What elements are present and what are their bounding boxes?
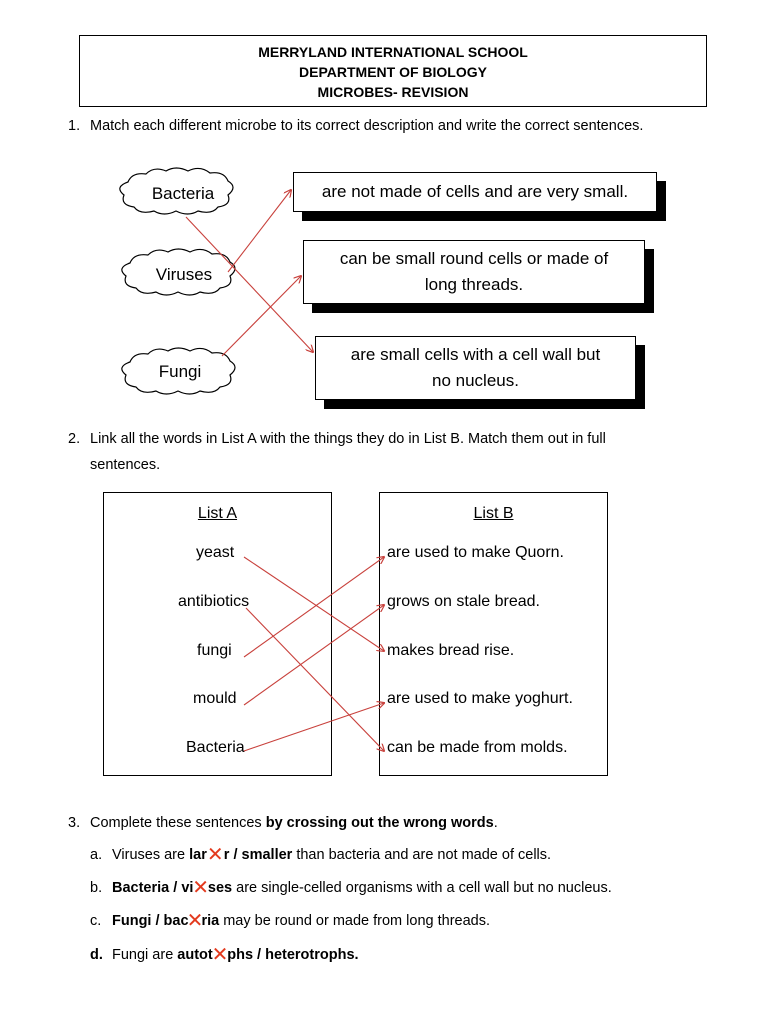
question-text: Match each different microbe to its correct description and write the correct sentences. — [90, 118, 644, 134]
list-a-item-antibiotics: antibiotics — [178, 593, 250, 610]
sentence-body — [112, 910, 490, 932]
question-number: 1. — [68, 118, 81, 134]
arrow-antibiotics-to-molds — [246, 608, 384, 751]
sentence-letter: c. — [90, 913, 102, 929]
question-text-line2: sentences. — [90, 457, 161, 473]
sentence-text: are single-celled organisms with a cell wall but no nucleus. — [232, 880, 612, 896]
word-fragment: ses — [207, 880, 233, 896]
sentence-text: may be round or made from long threads. — [219, 913, 490, 929]
crossed-word-mark — [211, 944, 229, 966]
sentence-body — [112, 844, 552, 866]
description-line: no nucleus. — [432, 371, 519, 390]
department-name: DEPARTMENT OF BIOLOGY — [299, 64, 487, 80]
question-text-plain: Complete these sentences — [90, 815, 266, 831]
arrow-yeast-to-bread-rise — [244, 557, 384, 651]
word-fragment: phs / heterotrophs. — [227, 947, 359, 963]
sentence-text: Viruses are — [112, 847, 190, 863]
question-number: 3. — [68, 815, 81, 831]
word-fragment: Bacteria / vi — [112, 880, 194, 896]
question-text-end: . — [493, 815, 498, 831]
arrow-fungi-to-quorn — [244, 557, 384, 657]
word-fragment: lar — [189, 847, 207, 863]
arrow-fungi-to-desc2 — [222, 276, 301, 356]
cross-icon: ✕ — [186, 910, 204, 932]
list-a-title: List A — [197, 505, 238, 522]
sentence-letter: b. — [90, 880, 103, 896]
school-name: MERRYLAND INTERNATIONAL SCHOOL — [258, 44, 528, 60]
sentence-body — [112, 877, 612, 899]
description-line: long threads. — [424, 275, 524, 294]
sentence-body — [112, 944, 359, 966]
sentence-text: Fungi are — [112, 947, 178, 963]
question-number: 2. — [68, 431, 81, 447]
word-fragment: r — [223, 847, 230, 863]
sentence-text: than bacteria and are not made of cells. — [292, 847, 552, 863]
crossed-word-mark — [206, 844, 224, 866]
list-b-item-molds: can be made from molds. — [387, 739, 568, 756]
word-fragment: autot — [177, 947, 213, 963]
list-b-item-quorn: are used to make Quorn. — [387, 544, 564, 561]
cross-icon: ✕ — [192, 877, 210, 899]
list-b-item-stale-bread: grows on stale bread. — [387, 593, 540, 610]
correct-word: / smaller — [229, 847, 293, 863]
arrow-viruses-to-desc1 — [228, 190, 291, 272]
list-a-item-fungi: fungi — [197, 642, 232, 659]
list-a-item-mould: mould — [193, 690, 237, 707]
cross-icon: ✕ — [211, 944, 229, 966]
question-text-line1: Link all the words in List A with the things they do in List B. Match them out in full — [90, 431, 606, 447]
list-a-item-yeast: yeast — [196, 544, 235, 561]
arrow-bacteria-to-yoghurt — [244, 703, 384, 751]
worksheet-topic: MICROBES- REVISION — [317, 84, 469, 100]
word-fragment: ria — [201, 913, 220, 929]
microbe-viruses: Viruses — [155, 265, 213, 284]
description-line: are not made of cells and are very small. — [321, 182, 629, 201]
description-line: can be small round cells or made of — [339, 249, 609, 268]
word-fragment: Fungi / bac — [112, 913, 189, 929]
list-a-item-bacteria: Bacteria — [186, 739, 245, 756]
sentence-letter: d. — [90, 947, 103, 963]
sentence-letter: a. — [90, 847, 103, 863]
microbe-bacteria: Bacteria — [151, 184, 215, 203]
description-line: are small cells with a cell wall but — [350, 345, 601, 364]
cross-icon: ✕ — [206, 844, 224, 866]
question-text-bold: by crossing out the wrong words — [265, 815, 494, 831]
microbe-fungi: Fungi — [158, 362, 202, 381]
arrow-mould-to-stale-bread — [244, 605, 384, 705]
crossed-word-mark — [186, 910, 204, 932]
list-b-item-bread-rise: makes bread rise. — [387, 642, 515, 659]
list-b-item-yoghurt: are used to make yoghurt. — [387, 690, 573, 707]
question-text — [90, 810, 498, 836]
arrow-bacteria-to-desc3 — [186, 217, 313, 352]
crossed-word-mark — [192, 877, 210, 899]
list-b-title: List B — [473, 505, 514, 522]
